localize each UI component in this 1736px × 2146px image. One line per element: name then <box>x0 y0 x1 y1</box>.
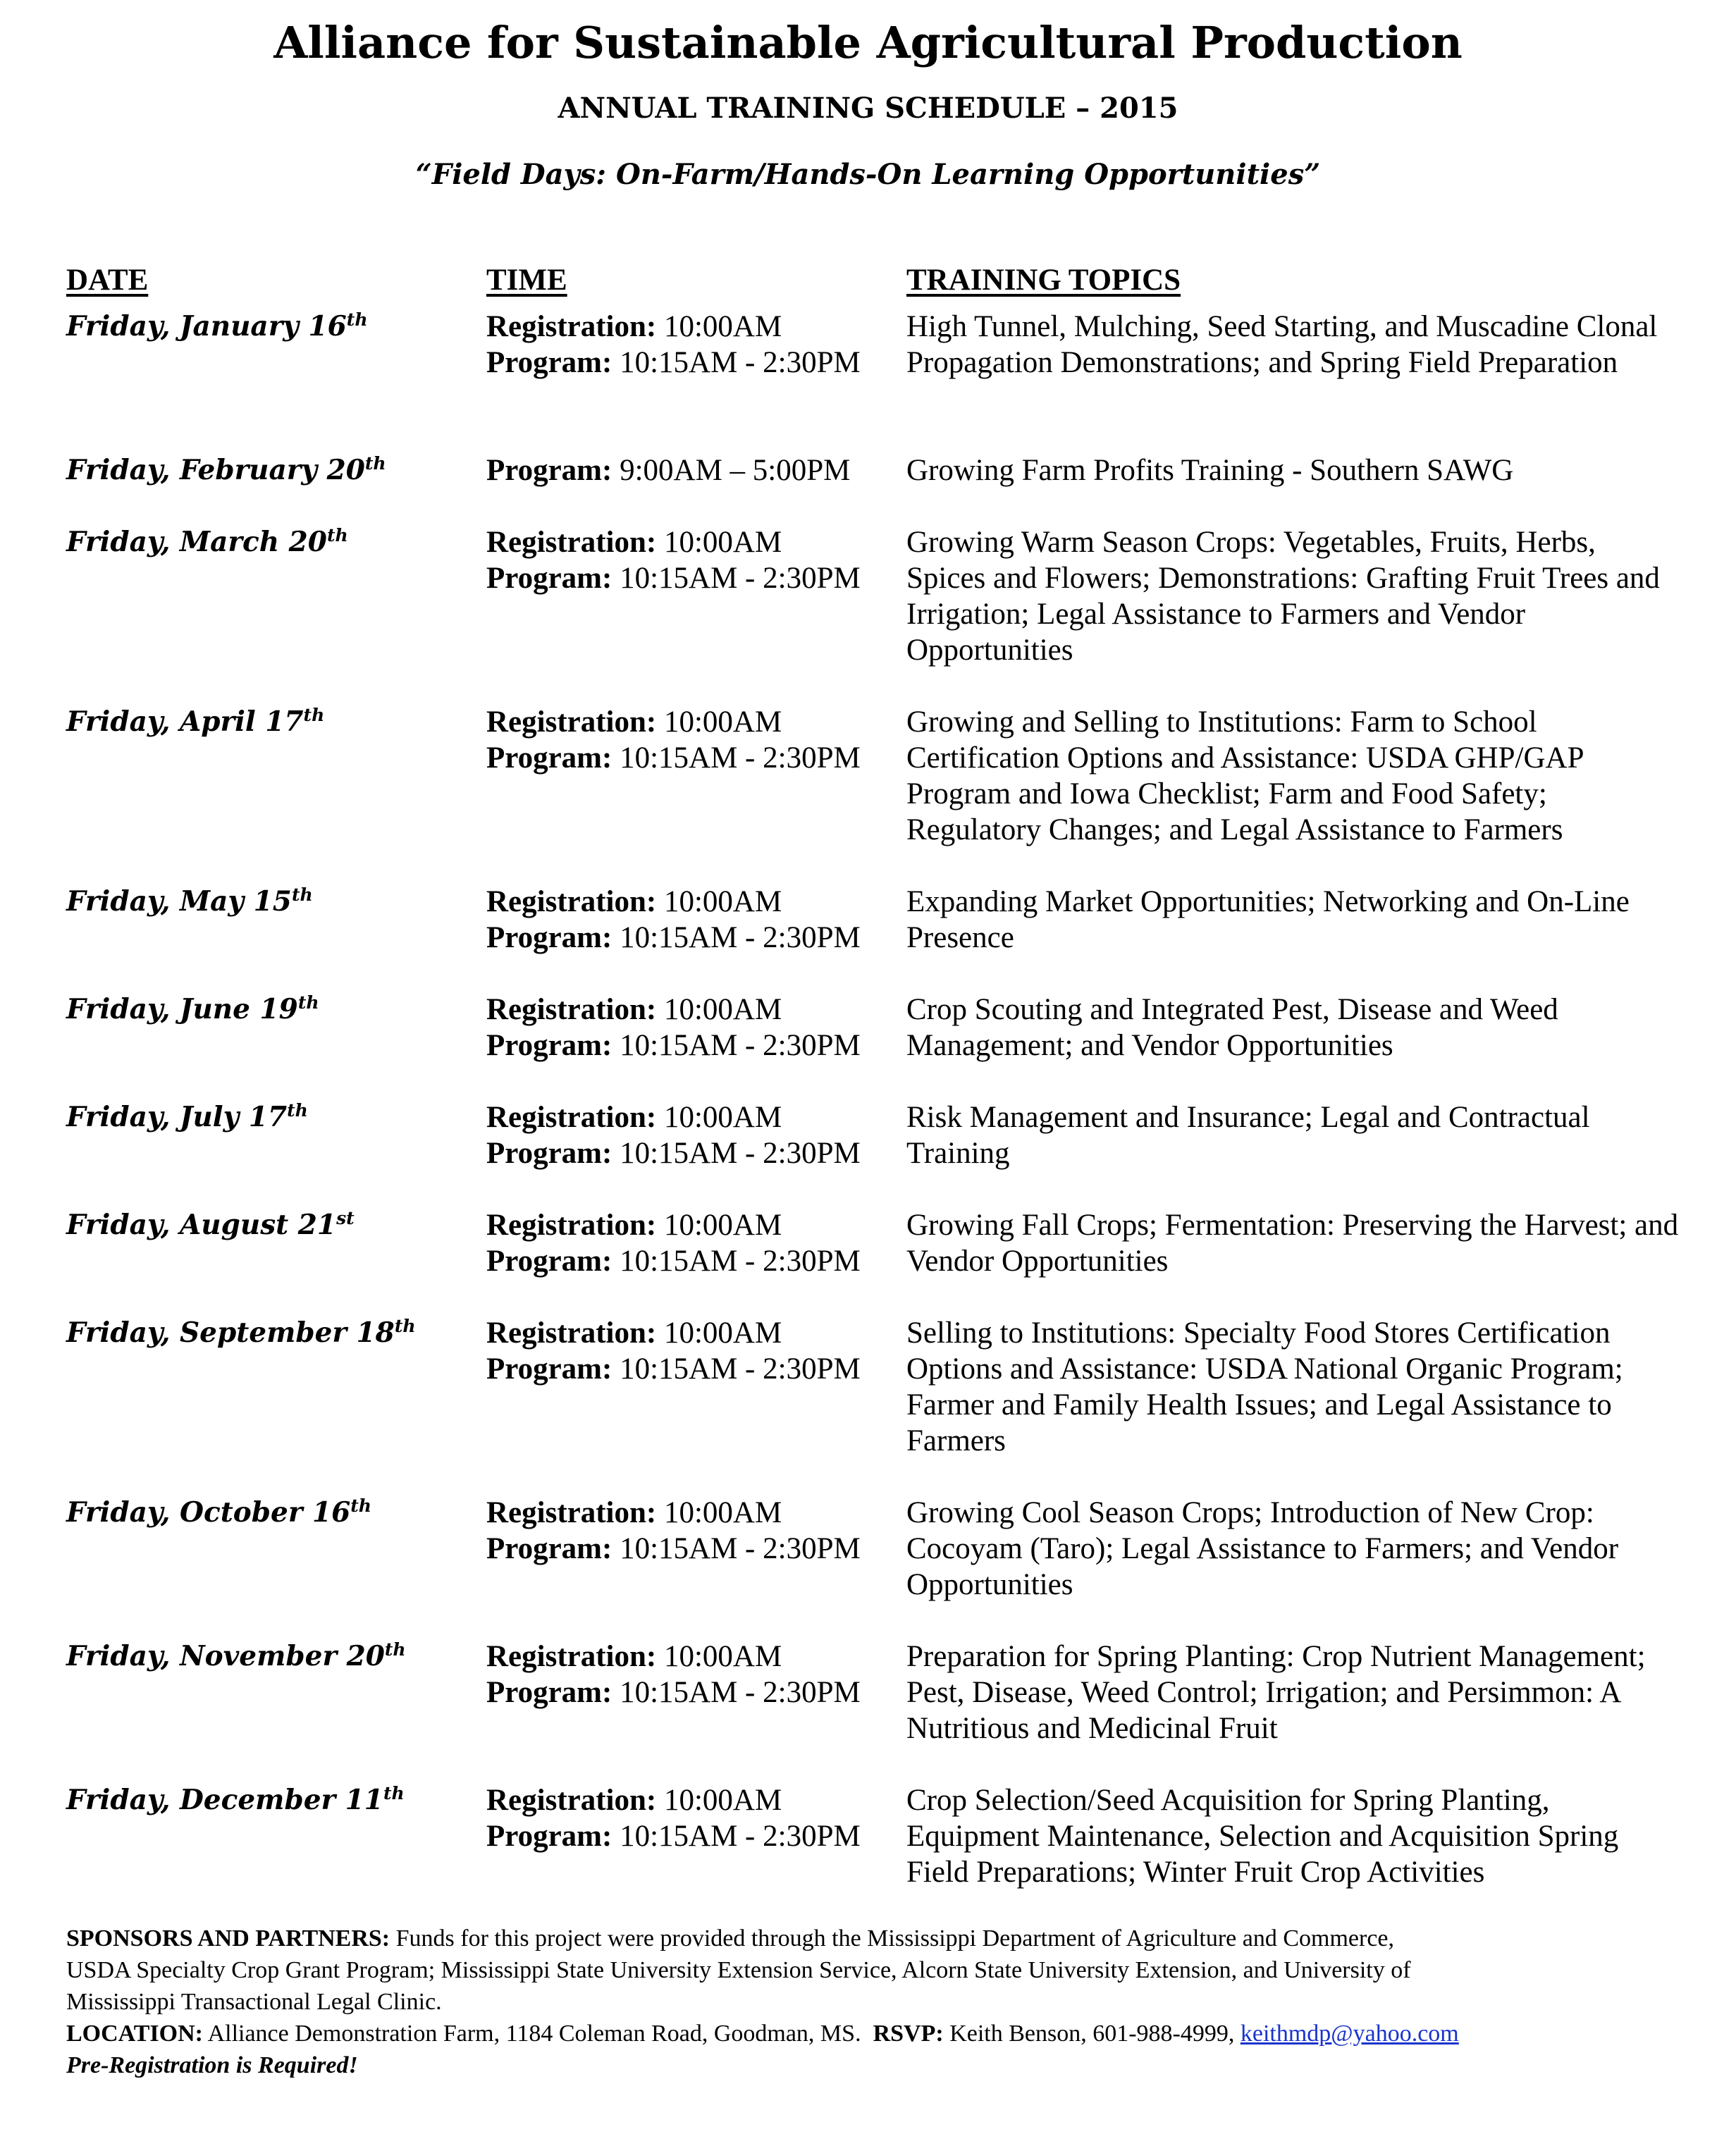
table-row <box>66 1495 1673 1639</box>
row-topics: Crop Selection/Seed Acquisition for Spring Planting, Equipment Maintenance, Selection and Acquisition Spring Field Preparations; Winter Fruit Crop Activities <box>906 1784 1619 1889</box>
page-title: Alliance for Sustainable Agricultural Production <box>273 17 1463 68</box>
sponsors-line-1: SPONSORS AND PARTNERS: Funds for this project were provided through the Mississippi Department of Agriculture and Commerce, <box>66 1925 1395 1951</box>
row-topics: Growing Cool Season Crops; Introduction of New Crop: Cocoyam (Taro); Legal Assistance to Farmers; and Vendor Opportunities <box>906 1496 1619 1601</box>
page-subtitle: ANNUAL TRAINING SCHEDULE – 2015 <box>558 92 1178 125</box>
row-time: Registration: 10:00AM Program: 10:15AM - 2:30PM <box>486 993 861 1062</box>
row-date: Friday, September 18th <box>66 1316 416 1349</box>
pre-registration-note: Pre-Registration is Required! <box>66 2052 358 2078</box>
row-topics: Growing Warm Season Crops: Vegetables, Fruits, Herbs, Spices and Flowers; Demonstrations: Grafting Fruit Trees and Irrigation; Legal Assistance to Farmers and Vendor Opportunities <box>906 526 1660 667</box>
row-date: Friday, August 21st <box>66 1208 355 1241</box>
rsvp-label: RSVP: <box>873 2021 944 2047</box>
table-row <box>66 1315 1673 1495</box>
row-time: Registration: 10:00AM Program: 10:15AM - 2:30PM <box>486 1101 861 1170</box>
table-row <box>66 884 1673 992</box>
row-topics: Preparation for Spring Planting: Crop Nutrient Management; Pest, Disease, Weed Control; Irrigation; and Persimmon: A Nutritious and Medicinal Fruit <box>906 1640 1646 1745</box>
row-date: Friday, January 16th <box>66 309 368 343</box>
row-date: Friday, July 17th <box>66 1100 308 1133</box>
row-time: Program: 9:00AM – 5:00PM <box>486 454 851 487</box>
column-header-topics: TRAINING TOPICS <box>906 264 1181 297</box>
row-topics: Expanding Market Opportunities; Networking and On-Line Presence <box>906 885 1630 954</box>
row-time: Registration: 10:00AM Program: 10:15AM - 2:30PM <box>486 1784 861 1853</box>
row-topics: Selling to Institutions: Specialty Food Stores Certification Options and Assistance: USDA National Organic Program; Farmer and Family Health Issues; and Legal Assistance to Farmers <box>906 1316 1623 1457</box>
row-time: Registration: 10:00AM Program: 10:15AM - 2:30PM <box>486 310 861 379</box>
email-link[interactable]: keithmdp@yahoo.com <box>1240 2021 1459 2047</box>
table-row <box>66 1639 1673 1782</box>
row-date: Friday, May 15th <box>66 884 313 918</box>
row-topics: Growing and Selling to Institutions: Farm to School Certification Options and Assistance: USDA GHP/GAP Program and Iowa Checklist; Farm and Food Safety; Regulatory Changes; and Legal Assistance to Farmers <box>906 705 1583 846</box>
table-row <box>66 452 1673 524</box>
column-header-date: DATE <box>66 264 149 297</box>
row-date: Friday, February 20th <box>66 453 386 486</box>
footer <box>66 1923 1680 2081</box>
row-date: Friday, October 16th <box>66 1496 371 1529</box>
row-topics: Risk Management and Insurance; Legal and Contractual Training <box>906 1101 1590 1170</box>
sponsors-line-3: Mississippi Transactional Legal Clinic. <box>66 1989 442 2015</box>
row-time: Registration: 10:00AM Program: 10:15AM - 2:30PM <box>486 885 861 954</box>
row-topics: High Tunnel, Mulching, Seed Starting, and Muscadine Clonal Propagation Demonstrations; and Spring Field Preparation <box>906 310 1658 379</box>
sponsors-label: SPONSORS AND PARTNERS: <box>66 1925 390 1951</box>
sponsors-line-2: USDA Specialty Crop Grant Program; Mississippi State University Extension Service, Alcorn State University Extension, and University of <box>66 1957 1411 1983</box>
row-date: Friday, April 17th <box>66 705 325 738</box>
table-row <box>66 524 1673 704</box>
row-time: Registration: 10:00AM Program: 10:15AM - 2:30PM <box>486 1316 861 1386</box>
schedule-table <box>66 259 1679 1926</box>
table-row <box>66 309 1673 452</box>
page-tagline: “Field Days: On-Farm/Hands-On Learning Opportunities” <box>415 158 1321 191</box>
row-topics: Growing Fall Crops; Fermentation: Preserving the Harvest; and Vendor Opportunities <box>906 1209 1679 1278</box>
table-row <box>66 1782 1673 1926</box>
row-time: Registration: 10:00AM Program: 10:15AM - 2:30PM <box>486 1496 861 1565</box>
location-line: LOCATION: Alliance Demonstration Farm, 1184 Coleman Road, Goodman, MS. RSVP: Keith Benson, 601-988-4999, keithmdp@yahoo.com <box>66 2021 1459 2047</box>
row-time: Registration: 10:00AM Program: 10:15AM - 2:30PM <box>486 526 861 595</box>
row-topics: Crop Scouting and Integrated Pest, Disease and Weed Management; and Vendor Opportunities <box>906 993 1558 1062</box>
row-topics: Growing Farm Profits Training - Southern SAWG <box>906 454 1514 487</box>
row-date: Friday, November 20th <box>66 1639 406 1672</box>
row-time: Registration: 10:00AM Program: 10:15AM - 2:30PM <box>486 705 861 775</box>
row-date: Friday, March 20th <box>66 525 348 558</box>
row-time: Registration: 10:00AM Program: 10:15AM - 2:30PM <box>486 1640 861 1709</box>
table-row <box>66 704 1673 884</box>
table-row <box>66 1099 1673 1207</box>
row-date: Friday, June 19th <box>66 992 319 1025</box>
location-label: LOCATION: <box>66 2021 203 2047</box>
table-row <box>66 992 1673 1099</box>
table-row <box>66 1207 1679 1315</box>
row-date: Friday, December 11th <box>66 1783 405 1816</box>
column-header-time: TIME <box>486 264 567 297</box>
row-time: Registration: 10:00AM Program: 10:15AM - 2:30PM <box>486 1209 861 1278</box>
table-header <box>66 259 1673 309</box>
